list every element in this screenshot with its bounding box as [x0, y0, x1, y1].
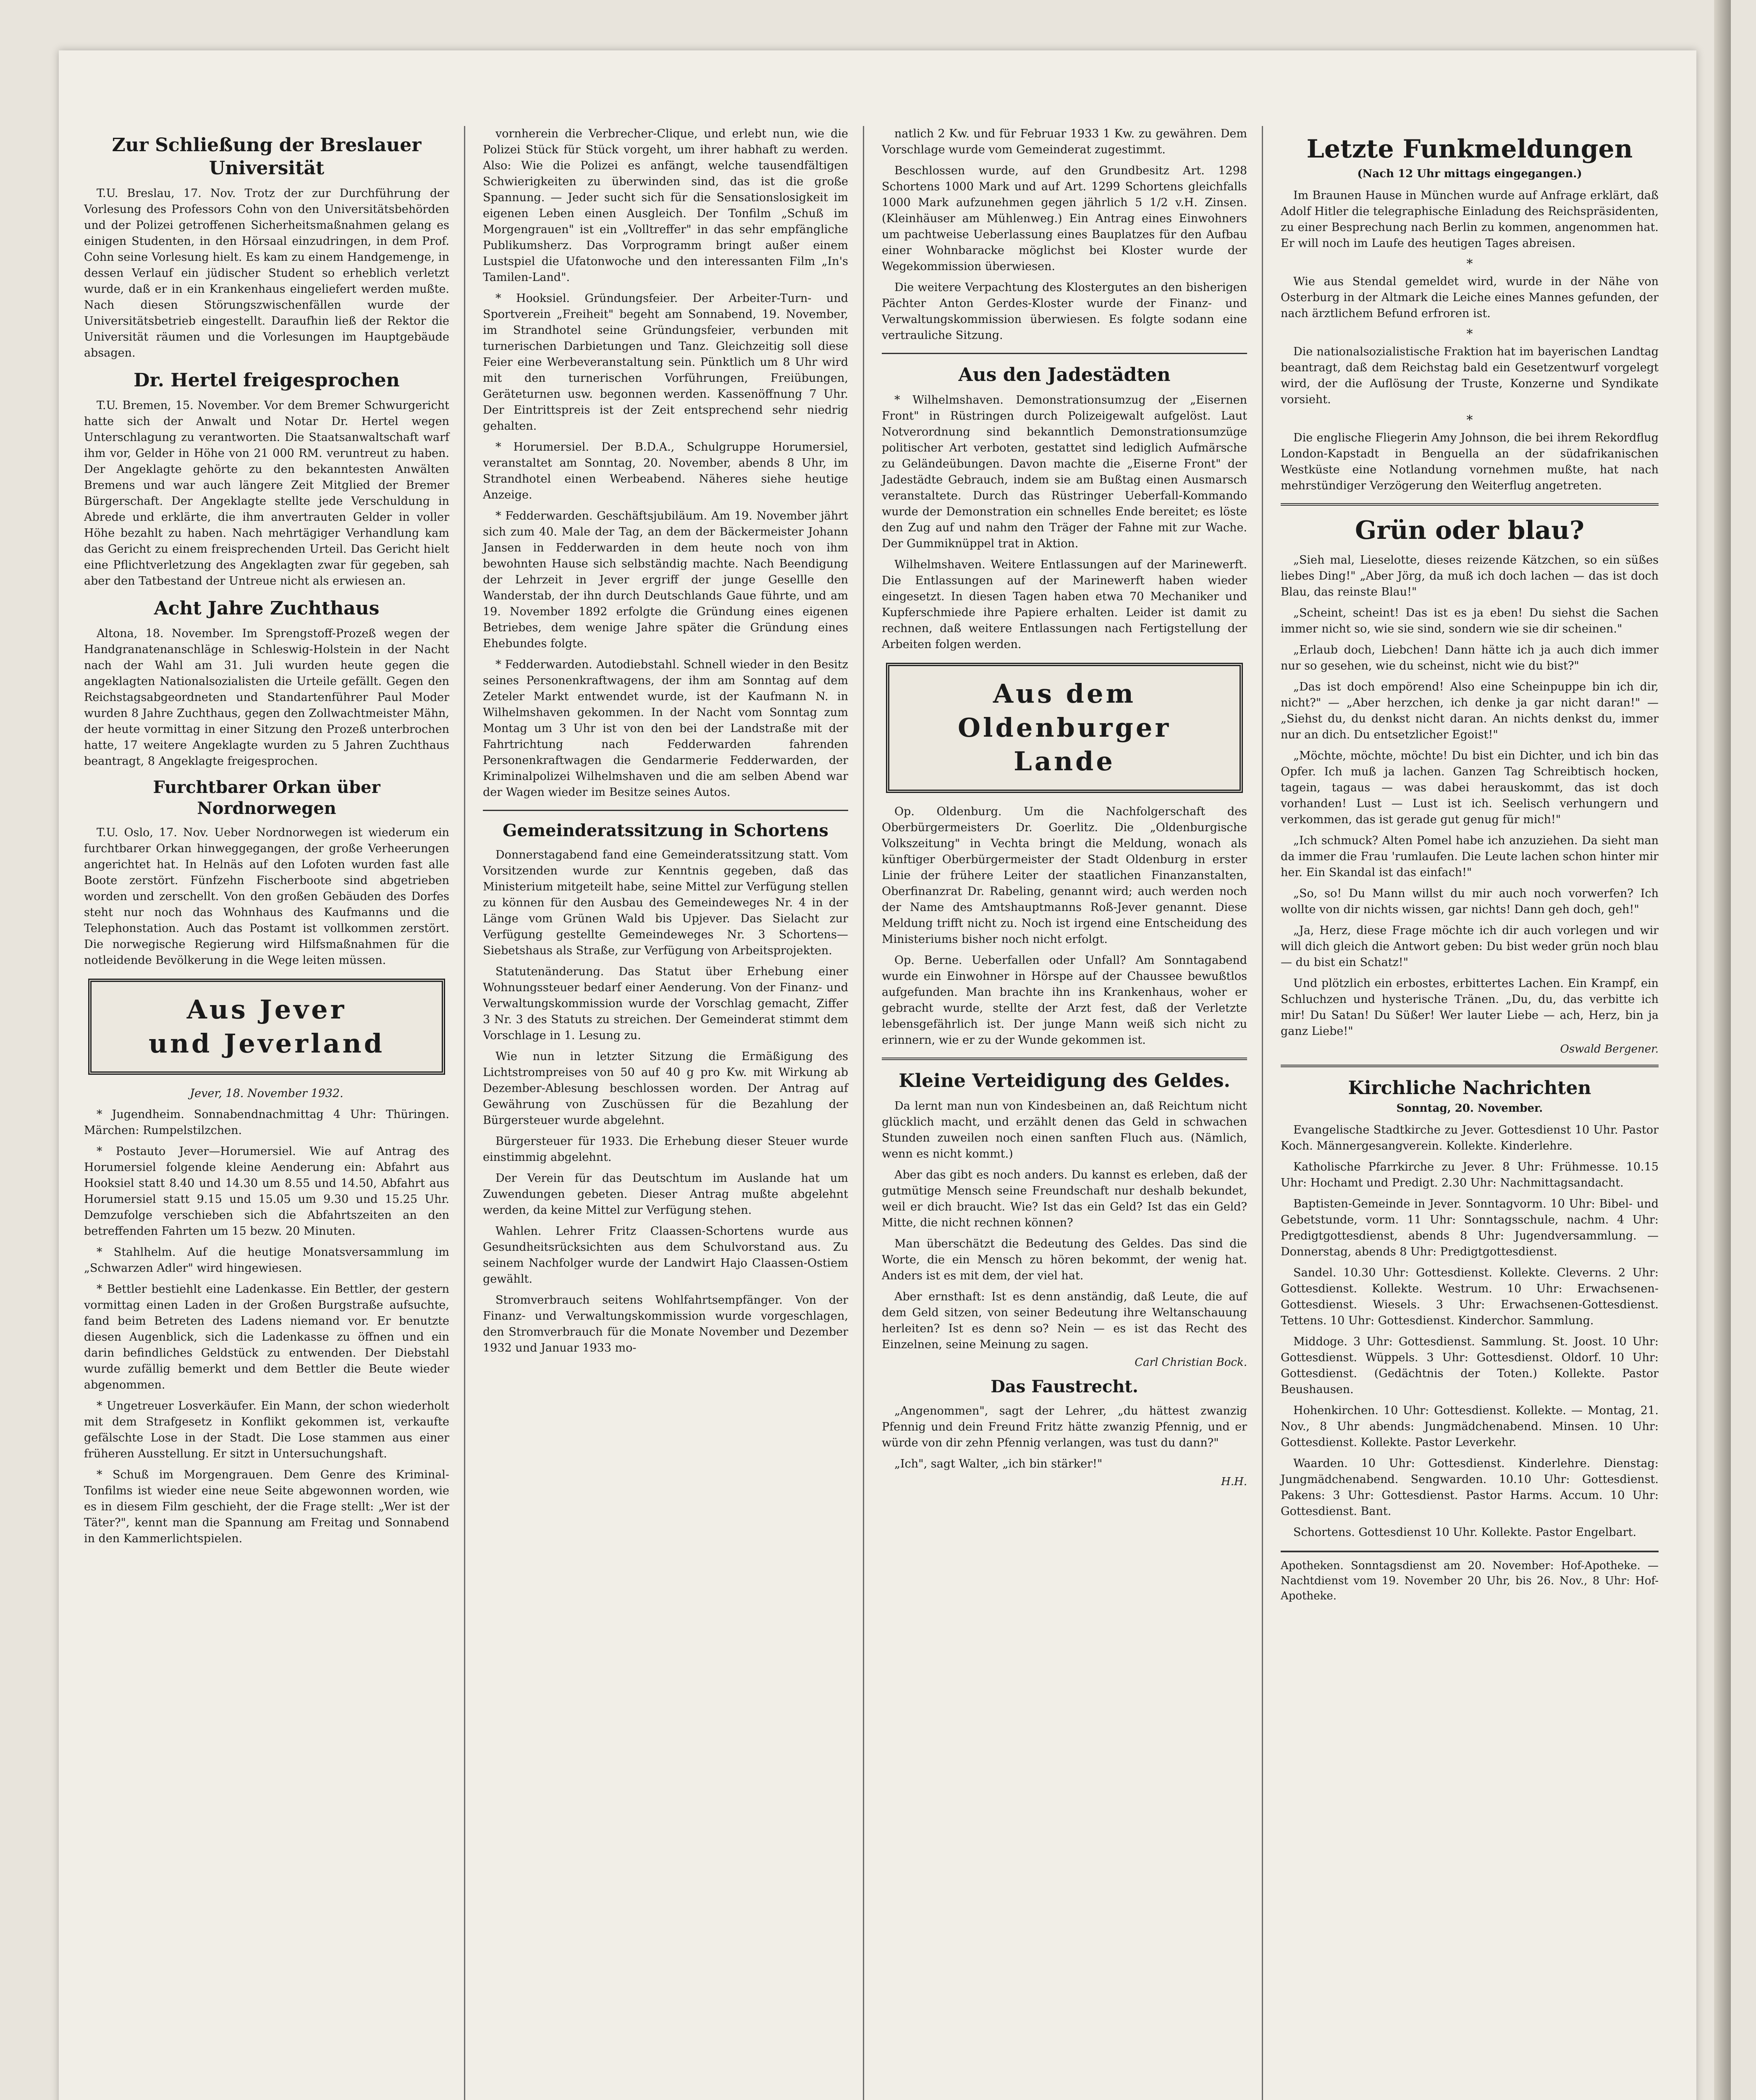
column-4: [1281, 126, 1659, 1604]
article-text: Sandel. 10.30 Uhr: Gottesdienst. Kollekte. Cleverns. 2 Uhr: Gottesdienst. Kollekte. Westrum. 10 Uhr: Erwachsenen-Gottesdienst. Wiesels. 3 Uhr: Erwachsenen-Gottesdienst. Tettens. 10 Uhr: Gottesdienst. Kinderchor. Sammlung.: [1281, 1266, 1659, 1327]
section-header-line: und Jeverland: [148, 1028, 385, 1059]
star-divider: *: [1466, 327, 1473, 341]
divider: [1281, 1065, 1659, 1067]
article-title: Letzte Funkmeldungen: [1306, 134, 1633, 164]
article-text: Op. Oldenburg. Um die Nachfolgerschaft des Oberbürgermeisters Dr. Goerlitz. Die „Oldenburgische Volkszeitung" in Vechta bringt die Meldung, wonach als künftiger Oberbürgermeister der Stadt Oldenburg in erster Linie der frühere Leiter der staatlichen Finanzanstalten, Oberfinanzrat Dr. Rabeling, genannt wird; auch werden noch der Name des Amtshauptmanns Roß-Jever genannt. Diese Meldung trifft nicht zu. Noch ist irgend eine Entscheidung des Ministeriums bisher noch nicht erfolgt.: [882, 805, 1247, 946]
article-text: * Ungetreuer Losverkäufer. Ein Mann, der schon wiederholt mit dem Strafgesetz in Konflikt gekommen ist, verkaufte gefälschte Lose in der Stadt. Die Lose stammen aus einer früheren Ausstellung. Er sitzt in Untersuchungshaft.: [84, 1399, 449, 1461]
article-title: Kirchliche Nachrichten: [1348, 1077, 1591, 1099]
article-text: Wilhelmshaven. Weitere Entlassungen auf der Marinewerft. Die Entlassungen auf der Marinewerft haben wieder eingesetzt. In diesen Tagen haben etwa 70 Mechaniker und Kupferschmiede ihre Papiere erhalten. Leider ist damit zu rechnen, daß weitere Entlassungen nach Fertigstellung der Arbeiten folgen werden.: [882, 558, 1247, 651]
article-text: * Jugendheim. Sonnabendnachmittag 4 Uhr: Thüringen. Märchen: Rumpelstilzchen.: [84, 1108, 449, 1137]
article-text: Evangelische Stadtkirche zu Jever. Gottesdienst 10 Uhr. Pastor Koch. Männergesangverein. Kollekte. Kinderlehre.: [1281, 1124, 1659, 1152]
article-title: Acht Jahre Zuchthaus: [154, 598, 380, 619]
article-text: Bürgersteuer für 1933. Die Erhebung dieser Steuer wurde einstimmig abgelehnt.: [483, 1135, 848, 1164]
article-text: * Schuß im Morgengrauen. Dem Genre des Kriminal-Tonfilms ist wieder eine neue Seite abgewonnen worden, wie es in diesem Film geschieht, der die Frage stellt: „Wer ist der Täter?", kennt man die Spannung am Freitag und Sonnabend in den Kammerlichtspielen.: [84, 1468, 449, 1546]
article-text: Baptisten-Gemeinde in Jever. Sonntagvorm. 10 Uhr: Bibel- und Gebetstunde, vorm. 11 Uhr: Sonntagsschule, nachm. 4 Uhr: Predigtgottesdienst, abends 8 Uhr: Jugendversammlung. — Donnerstag, abends 8 Uhr: Predigtgottesdienst.: [1281, 1197, 1659, 1258]
article-title: Zur Schließung der Breslauer Universität: [112, 134, 422, 179]
article-text: Die englische Fliegerin Amy Johnson, die bei ihrem Rekordflug London-Kapstadt in Benguella an der südafrikanischen Westküste eine Notlandung vornehmen mußte, hat nach mehrstündiger Verzögerung den Weiterflug angetreten.: [1281, 431, 1659, 492]
article-text: Der Verein für das Deutschtum im Auslande hat um Zuwendungen gebeten. Dieser Antrag mußte abgelehnt werden, da keine Mittel zur Verfügung stehen.: [483, 1172, 848, 1217]
article-text: Beschlossen wurde, auf den Grundbesitz Art. 1298 Schortens 1000 Mark und auf Art. 1299 Schortens gleichfalls 1000 Mark aufzunehmen gegen jährlich 5 1/2 v.H. Zinsen. (Kleinhäuser am Mühlenweg.) Ein Antrag eines Einwohners um pachtweise Ueberlassung eines Bauplatzes für den Aufbau einer Wohnbaracke möglichst bei Kloster wurde der Wegekommission überwiesen.: [882, 164, 1247, 273]
section-header-line: Aus dem Oldenburger: [958, 678, 1171, 743]
article-subtitle: (Nach 12 Uhr mittags eingegangen.): [1357, 168, 1582, 180]
star-divider: *: [1466, 257, 1473, 271]
article-text: Man überschätzt die Bedeutung des Geldes. Das sind die Worte, die ein Mensch zu hören bekommt, der wenig hat. Anders ist es mit dem, der viel hat.: [882, 1237, 1247, 1282]
article-text: Wie aus Stendal gemeldet wird, wurde in der Nähe von Osterburg in der Altmark die Leiche eines Mannes gefunden, der nach ärztlichem Befund erfroren ist.: [1281, 275, 1659, 320]
article-text: „Erlaub doch, Liebchen! Dann hätte ich ja auch dich immer nur so gesehen, wie du scheinst, nicht wie du bist?": [1281, 643, 1659, 672]
article-text: * Horumersiel. Der B.D.A., Schulgruppe Horumersiel, veranstaltet am Sonntag, 20. November, abends 8 Uhr, im Strandhotel einen Werbeabend. Näheres siehe heutige Anzeige.: [483, 441, 848, 501]
section-header-box: [886, 663, 1243, 793]
article-text: Waarden. 10 Uhr: Gottesdienst. Kinderlehre. Dienstag: Jungmädchenabend. Sengwarden. 10.10 Uhr: Gottesdienst. Pakens: 3 Uhr: Gottesdienst. Pastor Harms. Accum. 10 Uhr: Gottesdienst. Bant.: [1281, 1457, 1659, 1518]
article-text: Donnerstagabend fand eine Gemeinderatssitzung statt. Vom Vorsitzenden wurde zur Kenntnis gegeben, daß das Ministerium mitgeteilt habe, seine Mittel zur Verfügung stellen zu können für den Ausbau des Gemeindeweges Nr. 4 in der Länge vom Grünen Wald bis Upjever. Das Sielacht zur Verfügung gestellte Gemeindeweges Nr. 3 Schortens—Siebetshaus als Straße, zur Verfügung von Arbeitsprojekten.: [483, 848, 848, 957]
article-text: „So, so! Du Mann willst du mir auch noch vorwerfen? Ich wollte von dir nichts wissen, gar nichts! Dann geh doch, geh!": [1281, 887, 1659, 916]
page-fold-shadow: [1714, 0, 1731, 2100]
article-text: Wahlen. Lehrer Fritz Claassen-Schortens wurde aus Gesundheitsrücksichten aus dem Schulvorstand aus. Zu seinem Nachfolger wurde der Landwirt Hajo Claassen-Ostiem gewählt.: [483, 1225, 848, 1286]
newspaper-page: [59, 50, 1696, 2100]
article-text: „Ich", sagt Walter, „ich bin stärker!": [894, 1457, 1103, 1470]
section-header-box: [88, 979, 445, 1075]
article-text: T.U. Oslo, 17. Nov. Ueber Nordnorwegen ist wiederum ein furchtbarer Orkan hinweggegangen, der große Verheerungen angerichtet hat. In Helnäs auf den Lofoten wurden fast alle Boote zerstört. Fünfzehn Fischerboote sind abgetrieben worden und zerschellt. Von den großen Gebäuden des Dorfes steht nur noch das Wohnhaus des Kaufmanns und die Telephonstation. Auch das Postamt ist vollkommen zerstört. Die norwegische Regierung wird Hilfsmaßnahmen für die notleidende Bevölkerung in die Wege leiten müssen.: [84, 826, 449, 967]
author-signature: Oswald Bergener.: [1560, 1043, 1659, 1055]
article-text: Altona, 18. November. Im Sprengstoff-Prozeß wegen der Handgranatenanschläge in Schleswig-Holstein in der Nacht nach der Wahl am 31. Juli wurden heute gegen die angeklagten Nationalsozialisten die Urteile gefällt. Gegen den Reichstagsabgeordneten und Standartenführer Paul Moder wurden 8 Jahre Zuchthaus, gegen den Zollwachtmeister Mähn, der heute vormittag in einer Sitzung den Prozeß unterbrochen hatte, 17 weitere Angeklagte wurden zu 5 Jahren Zuchthaus beantragt, 8 Angeklagte freigesprochen.: [84, 627, 449, 768]
article-text: Da lernt man nun von Kindesbeinen an, daß Reichtum nicht glücklich macht, und erzählt denen das Geld in schwachen Stunden zuweilen noch einen sanften Fluch aus. (Nämlich, wenn es nicht kommt.): [882, 1099, 1247, 1160]
article-text: * Bettler bestiehlt eine Ladenkasse. Ein Bettler, der gestern vormittag einen Laden in der Großen Burgstraße aufsuchte, fand beim Betreten des Ladens niemand vor. Er benutzte diesen Augenblick, sich die Ladenkasse zu öffnen und ein darin befindliches Geldstück zu entwenden. Der Diebstahl wurde zufällig bemerkt und dem Bettler die Beute wieder abgenommen.: [84, 1283, 449, 1392]
divider: [882, 353, 1247, 354]
article-text: T.U. Breslau, 17. Nov. Trotz der zur Durchführung der Vorlesung des Professors Cohn von den Universitätsbehörden und der Polizei getroffenen Sicherheitsmaßnahmen gelang es einigen Studenten, in den Hörsaal einzudringen, in dem Prof. Cohn seine Vorlesung hielt. Es kam zu einem Handgemenge, in dessen Verlauf ein jüdischer Student so erheblich verletzt wurde, daß er in ein Krankenhaus eingeliefert werden mußte. Nach diesen Störungszwischenfällen wurde der Universitätsbetrieb eingestellt. Daraufhin ließ der Rektor die Universität räumen und die Vorlesungen im Hauptgebäude absagen.: [84, 187, 449, 360]
article-text: „Angenommen", sagt der Lehrer, „du hättest zwanzig Pfennig und dein Freund Fritz hätte zwanzig Pfennig, und er würde von dir zehn Pfennig verlangen, was tust du dann?": [882, 1404, 1247, 1449]
article-text: „Möchte, möchte, möchte! Du bist ein Dichter, und ich bin das Opfer. Ich muß ja lachen. Ganzen Tag Schreibtisch hocken, tagein, tagaus — was dabei herauskommt, das ist doch vorhanden! Lust — Lust ist ich. Seelisch verhungern und verkommen, das ist gerade gut genug für mich!": [1281, 749, 1659, 826]
article-text: Aber das gibt es noch anders. Du kannst es erleben, daß der gutmütige Mensch seine Freundschaft nur deshalb bekundet, weil er dich braucht. Wie? Ist das ein Geld? Ist das ein Geld? Mitte, die nicht rechnen können?: [882, 1168, 1247, 1229]
section-header-line: Lande: [1014, 746, 1115, 777]
article-text: „Scheint, scheint! Das ist es ja eben! Du siehst die Sachen immer nicht so, wie sie sind, sondern wie sie dir scheinen.": [1281, 606, 1659, 635]
column-rule: [1262, 126, 1263, 2100]
article-text: * Hooksiel. Gründungsfeier. Der Arbeiter-Turn- und Sportverein „Freiheit" begeht am Sonnabend, 19. November, im Strandhotel seine Gründungsfeier, verbunden mit turnerischen Darbietungen und Tanz. Gleichzeitig soll diese Feier eine Werbeveranstaltung sein. Pünktlich um 8 Uhr wird mit den turnerischen Vorführungen, Freiübungen, Geräteturnen usw. begonnen werden. Kassenöffnung 7 Uhr. Der Eintrittspreis ist der Zeit entsprechend sehr niedrig gehalten.: [483, 292, 848, 433]
article-text: * Postauto Jever—Horumersiel. Wie auf Antrag des Horumersiel folgende kleine Aenderung ein: Abfahrt aus Hooksiel statt 8.40 und 14.30 um 8.55 und 14.50, Abfahrt aus Horumersiel statt 9.15 und 15.05 um 9.30 und 15.25 Uhr. Demzufolge verschieben sich die Abfahrtszeiten an den betreffenden Fahrten um 15 bezw. 20 Minuten.: [84, 1145, 449, 1238]
article-title: Furchtbarer Orkan über Nordnorwegen: [153, 777, 380, 818]
article-text: „Sieh mal, Lieselotte, dieses reizende Kätzchen, so ein süßes liebes Ding!" „Aber Jörg, da muß ich doch lachen — das ist doch Blau, das reinste Blau!": [1281, 554, 1659, 598]
article-text: * Fedderwarden. Geschäftsjubiläum. Am 19. November jährt sich zum 40. Male der Tag, an dem der Bäckermeister Johann Jansen in Fedderwarden in dem heute noch von ihm bewohnten Hause sich selbständig machte. Nach Beendigung der Lehrzeit in Jever ergriff der junge Gesellle den Wanderstab, der ihn durch Deutschlands Gaue führte, und am 19. November 1892 erfolgte die Gründung eines eigenen Betriebes, dem wenige Jahre später die Gründung eines Ehebundes folgte.: [483, 509, 848, 650]
column-2: [483, 126, 848, 1361]
article-text: Aber ernsthaft: Ist es denn anständig, daß Leute, die auf dem Geld sitzen, von seiner Bedeutung ihre Weltanschauung herleiten? Ist es denn so? Nein — es ist das Recht des Einzelnen, seine Meinung zu sagen.: [882, 1290, 1247, 1351]
article-text: vornherein die Verbrecher-Clique, und erlebt nun, wie die Polizei Stück für Stück vorgeht, um ihrer habhaft zu werden. Also: Wie die Polizei es anfängt, welche tausendfältigen Schwierigkeiten zu überwinden sind, das ist die große Spannung. — Jeder sucht sich für die Sensationslosigkeit im eigenen Leben einen Ausgleich. Der Tonfilm „Schuß im Morgengrauen" ist ein „Volltreffer" in das sehr empfängliche Publikumsherz. Das Vorprogramm bringt außer einem Lustspiel die Ufatonwoche und den interessanten Film „In's Tamilen-Land".: [483, 127, 848, 284]
dateline: Jever, 18. November 1932.: [190, 1087, 343, 1100]
article-text: Schortens. Gottesdienst 10 Uhr. Kollekte. Pastor Engelbart.: [1293, 1526, 1637, 1539]
article-text: Katholische Pfarrkirche zu Jever. 8 Uhr: Frühmesse. 10.15 Uhr: Hochamt und Predigt. 2.30 Uhr: Nachmittagsandacht.: [1281, 1160, 1659, 1189]
divider: [1281, 503, 1659, 506]
author-signature: H.H.: [1221, 1475, 1247, 1488]
pharmacy-notice: Apotheken. Sonntagsdienst am 20. November: Hof-Apotheke. — Nachtdienst vom 19. November 20 Uhr, bis 26. Nov., 8 Uhr: Hof-Apotheke.: [1281, 1551, 1659, 1604]
article-text: * Wilhelmshaven. Demonstrationsumzug der „Eisernen Front" in Rüstringen durch Polizeigewalt aufgelöst. Laut Notverordnung sind bekanntlich Demonstrationsumzüge politischer Art verboten, gestattet sind lediglich Aufmärsche zu Geländeübungen. Davon machte die „Eiserne Front" der Jadestädte Gebrauch, indem sie am Bußtag einen Ausmarsch veranstaltete. Durch das Rüstringer Ueberfall-Kommando wurde der Demonstration ein schnelles Ende bereitet; es löste den Zug auf und nahm den Träger der Fahne mit zur Wache. Der Gummiknüppel trat in Aktion.: [882, 394, 1247, 550]
column-rule: [464, 126, 465, 2100]
article-title: Gemeinderatssitzung in Schortens: [503, 821, 828, 840]
article-title: Das Faustrecht.: [991, 1376, 1138, 1396]
article-text: Hohenkirchen. 10 Uhr: Gottesdienst. Kollekte. — Montag, 21. Nov., 8 Uhr abends: Jungmädchenabend. Minsen. 10 Uhr: Gottesdienst. Kollekte. Pastor Leverkehr.: [1281, 1404, 1659, 1449]
section-header-line: Aus Jever: [186, 994, 347, 1025]
article-text: „Ich schmuck? Alten Pomel habe ich anzuziehen. Da sieht man da immer die Frau 'rumlaufen. Die Leute lachen schon hinter mir her. Ein Skandal ist das einfach!": [1281, 834, 1659, 879]
article-text: T.U. Bremen, 15. November. Vor dem Bremer Schwurgericht hatte sich der Anwalt und Notar Dr. Hertel wegen Unterschlagung zu verantworten. Die Staatsanwaltschaft warf ihm vor, Gelder in Höhe von 21 000 RM. veruntreut zu haben. Der Angeklagte gehörte zu den bekanntesten Anwälten Bremens und war auch längere Zeit Mitglied der Bremer Bürgerschaft. Der Angeklagte stellte jede Verschuldung in Abrede und erklärte, die ihm anvertrauten Gelder in voller Höhe bezahlt zu haben. Nach mehrtägiger Verhandlung kam das Gericht zu einem freisprechenden Urteil. Das Gericht hielt eine Pflichtverletzung des Angeklagten zwar für gegeben, sah aber den Tatbestand der Untreue nicht als erwiesen an.: [84, 399, 449, 588]
article-text: „Das ist doch empörend! Also eine Scheinpuppe bin ich dir, nicht?" — „Aber herzchen, ich denke ja gar nicht daran!" — „Siehst du, du denkst nicht daran. An nichts denkst du, immer nur an dich. Du entsetzlicher Egoist!": [1281, 680, 1659, 741]
divider: [882, 1058, 1247, 1060]
article-text: * Fedderwarden. Autodiebstahl. Schnell wieder in den Besitz seines Personenkraftwagens, der ihm am Sonntag auf dem Zeteler Markt entwendet wurde, ist der Kaufmann N. in Wilhelmshaven gekommen. In der Nacht vom Sonntag zum Montag um 3 Uhr ist von den bei der Landstraße mit der Fahrtrichtung nach Fedderwarden fahrenden Personenkraftwagen die Gendarmerie Fedderwarden, der Kriminalpolizei Wilhelmshaven und die am selben Abend war der Wagen wieder im Besitze seines Autos.: [483, 658, 848, 799]
column-rule: [863, 126, 864, 2100]
article-text: Die nationalsozialistische Fraktion hat im bayerischen Landtag beantragt, daß dem Reichstag bald ein Gesetzentwurf vorgelegt wird, der die Auflösung der Truste, Konzerne und Syndikate vorsieht.: [1281, 345, 1659, 406]
article-text: * Stahlhelm. Auf die heutige Monatsversammlung im „Schwarzen Adler" wird hingewiesen.: [84, 1246, 449, 1275]
article-text: Statutenänderung. Das Statut über Erhebung einer Wohnungssteuer bedarf einer Aenderung. Von der Finanz- und Verwaltungskommission wurde der Vorschlag gemacht, Ziffer 3 Nr. 3 des Statuts zu streichen. Der Gemeinderat stimmt dem Vorschlage in 1. Lesung zu.: [483, 965, 848, 1042]
article-text: natlich 2 Kw. und für Februar 1933 1 Kw. zu gewähren. Dem Vorschlage wurde vom Gemeinderat zugestimmt.: [882, 127, 1247, 156]
column-1: [84, 126, 449, 1552]
star-divider: *: [1466, 413, 1473, 428]
article-text: Stromverbrauch seitens Wohlfahrtsempfänger. Von der Finanz- und Verwaltungskommission wurde vorgeschlagen, den Stromverbrauch für die Monate November und Dezember 1932 und Januar 1933 mo-: [483, 1294, 848, 1354]
article-text: Op. Berne. Ueberfallen oder Unfall? Am Sonntagabend wurde ein Einwohner in Hörspe auf der Chaussee bewußtlos aufgefunden. Man brachte ihn ins Krankenhaus, woher er gebracht wurde, stellte der Arzt fest, daß der Verletzte lebensgefährlich ist. Der junge Mann weiß sich nicht zu erinnern, wie er zu der Wunde gekommen ist.: [882, 953, 1247, 1047]
article-text: Middoge. 3 Uhr: Gottesdienst. Sammlung. St. Joost. 10 Uhr: Gottesdienst. Wüppels. 3 Uhr: Gottesdienst. Oldorf. 10 Uhr: Gottesdienst. (Gedächtnis der Toten.) Kollekte. Pastor Beushausen.: [1281, 1335, 1659, 1396]
article-title: Dr. Hertel freigesprochen: [134, 370, 400, 391]
article-title: Aus den Jadestädten: [958, 364, 1171, 386]
author-signature: Carl Christian Bock.: [1135, 1356, 1247, 1369]
article-text: Und plötzlich ein erbostes, erbittertes Lachen. Ein Krampf, ein Schluchzen und hysterische Tränen. „Du, du, das verbitte ich mir! Du Satan! Du Süßer! Wer lauter Liebe — ach, Herz, bin ja ganz Liebe!": [1281, 977, 1659, 1038]
divider: [483, 810, 848, 811]
article-subtitle: Sonntag, 20. November.: [1396, 1102, 1543, 1115]
article-text: „Ja, Herz, diese Frage möchte ich dir auch vorlegen und wir will dich gleich die Antwort geben: Du bist weder grün noch blau — du bist ein Schatz!": [1281, 924, 1659, 969]
column-3: [882, 126, 1247, 1488]
article-text: Im Braunen Hause in München wurde auf Anfrage erklärt, daß Adolf Hitler die telegraphische Einladung des Reichspräsidenten, zu einer Besprechung nach Berlin zu kommen, angenommen hat. Er will noch im Laufe des heutigen Tages abreisen.: [1281, 189, 1659, 250]
article-text: Wie nun in letzter Sitzung die Ermäßigung des Lichtstrompreises von 50 auf 40 g pro Kw. mit Wirkung ab Dezember-Ablesung beschlossen worden. Der Antrag auf Gewährung von Zuschüssen für die Bezahlung der Bürgersteuer wurde abgelehnt.: [483, 1050, 848, 1127]
article-text: Die weitere Verpachtung des Klostergutes an den bisherigen Pächter Anton Gerdes-Kloster wurde der Finanz- und Verwaltungskommission überwiesen. Es folgte sodann eine vertrauliche Sitzung.: [882, 281, 1247, 342]
article-title: Kleine Verteidigung des Geldes.: [899, 1070, 1230, 1092]
article-title: Grün oder blau?: [1355, 516, 1585, 545]
